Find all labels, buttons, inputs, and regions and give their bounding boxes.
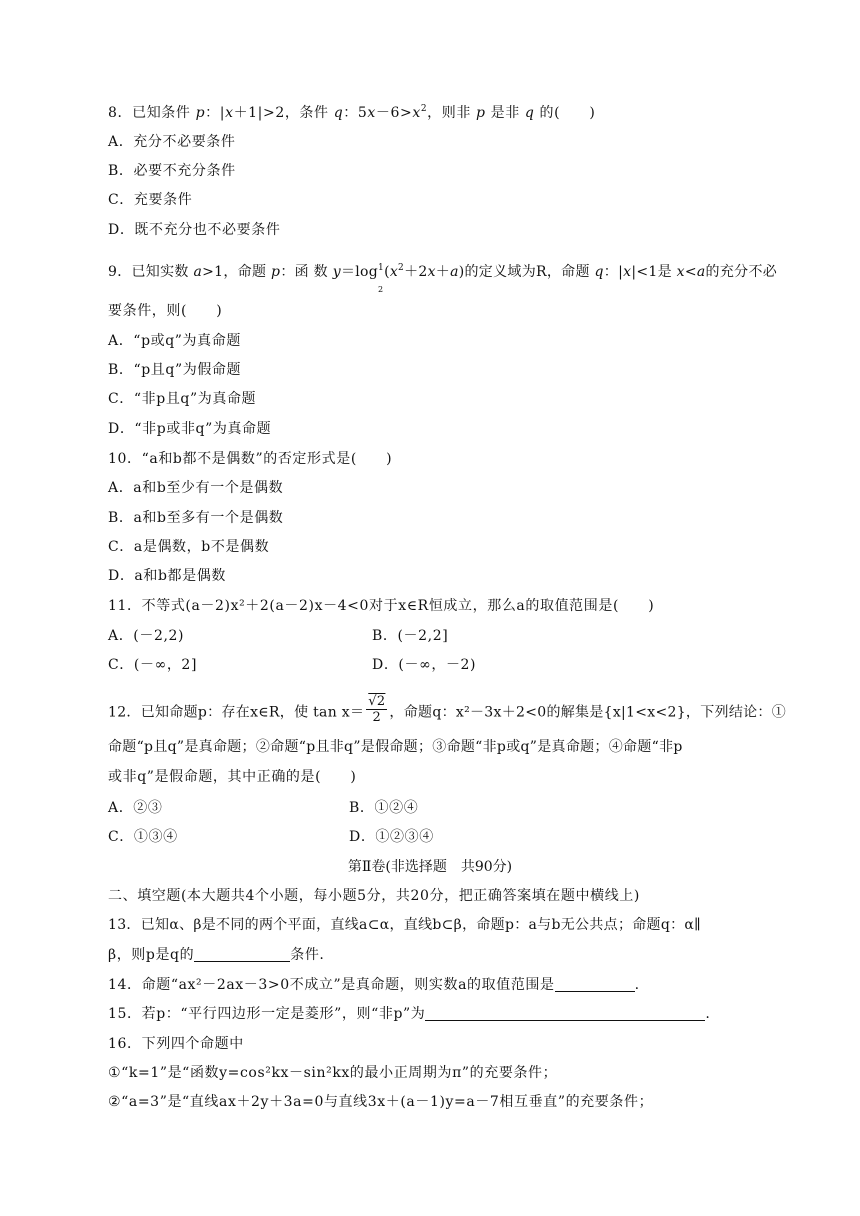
question-8-option-c: C．充要条件 [108, 192, 193, 208]
question-8-option-b: B．必要不充分条件 [108, 163, 236, 179]
question-12-stem-line3: 或非q”是假命题，其中正确的是( ) [108, 769, 357, 785]
question-11-option-c: C．(－∞，2] [108, 657, 198, 673]
question-13-stem-line1: 13．已知α、β是不同的两个平面，直线a⊂α，直线b⊂β，命题p：a与b无公共点；命题q：α∥ [108, 917, 701, 933]
question-9-option-b: B．“p且q”为假命题 [108, 362, 242, 378]
question-14: 14．命题“ax²－2ax－3>0不成立”是真命题，则实数a的取值范围是 . [108, 977, 640, 993]
question-16-item-1: ①“k=1”是“函数y=cos²kx－sin²kx的最小正周期为π”的充要条件； [108, 1065, 558, 1081]
section-2-heading: 二、填空题(本大题共4个小题，每小题5分，共20分，把正确答案填在题中横线上) [108, 888, 640, 904]
question-8-option-d: D．既不充分也不必要条件 [108, 222, 281, 238]
question-10-option-c: C．a是偶数，b不是偶数 [108, 539, 270, 555]
question-16-stem: 16．下列四个命题中 [108, 1036, 244, 1052]
question-11-option-b: B．(－2,2] [372, 628, 449, 644]
answer-blank[interactable] [555, 977, 635, 992]
question-12-option-b: B．①②④ [349, 800, 419, 816]
question-10-option-b: B．a和b至多有一个是偶数 [108, 510, 284, 526]
question-8-option-a: A．充分不必要条件 [108, 134, 236, 150]
question-16-item-2: ②“a=3”是“直线ax＋2y＋3a=0与直线3x＋(a－1)y=a－7相互垂直”的充要条件； [108, 1094, 654, 1110]
question-11-option-a: A．(－2,2) [108, 628, 185, 644]
question-8-stem: 8．已知条件 p：|x＋1|>2，条件 q：$5x-6>x^2$，则非 p 是非 q 的( ) [108, 104, 596, 121]
question-11-option-d: D．(－∞，－2) [372, 657, 477, 673]
question-9-option-d: D．“非p或非q”为真命题 [108, 421, 272, 437]
question-15: 15．若p：“平行四边形一定是菱形”，则“非p”为 . [108, 1006, 711, 1022]
answer-blank[interactable] [425, 1006, 705, 1021]
question-9-option-a: A．“p或q”为真命题 [108, 333, 241, 349]
question-12-option-c: C．①③④ [108, 829, 178, 845]
sqrt2-over-2-fraction: $\frac{√2}{2}$ [368, 694, 386, 725]
question-9-stem-line2: 要条件，则( ) [108, 303, 223, 319]
question-9-option-c: C．“非p且q”为真命题 [108, 391, 257, 407]
question-11-stem: 11．不等式(a－2)x²＋2(a－2)x－4<0对于x∈R恒成立，那么a的取值范围是( ) [108, 598, 655, 614]
part-2-title: 第Ⅱ卷(非选择题 共90分) [347, 859, 513, 875]
question-12-option-d: D．①②③④ [349, 829, 434, 845]
question-12-option-a: A．②③ [108, 800, 163, 816]
question-10-stem: 10．“a和b都不是偶数”的否定形式是( ) [108, 451, 393, 467]
answer-blank[interactable] [194, 947, 290, 962]
question-10-option-a: A．a和b至少有一个是偶数 [108, 480, 284, 496]
question-9-stem-line1: 9．已知实数 a>1，命题 p：函 数 $y=\log^1$ 2 $(x^2+2x+a)$的定义域为R，命题 q：|x|<1是 x<a的充分不必 [108, 263, 778, 294]
question-12-stem-line2: 命题“p且q”是真命题；②命题“p且非q”是假命题；③命题“非p或q”是真命题；④命题“非p [108, 739, 683, 755]
question-13-stem-line2: β，则p是q的 条件. [108, 947, 325, 963]
question-12-stem-line1: 12．已知命题p：存在x∈R，使 tan x＝ $\frac{√2}{2}$ ，命题q：x²－3x＋2<0的解集是{x|1<x<2}，下列结论：① [108, 694, 787, 725]
question-10-option-d: D．a和b都是偶数 [108, 568, 226, 584]
